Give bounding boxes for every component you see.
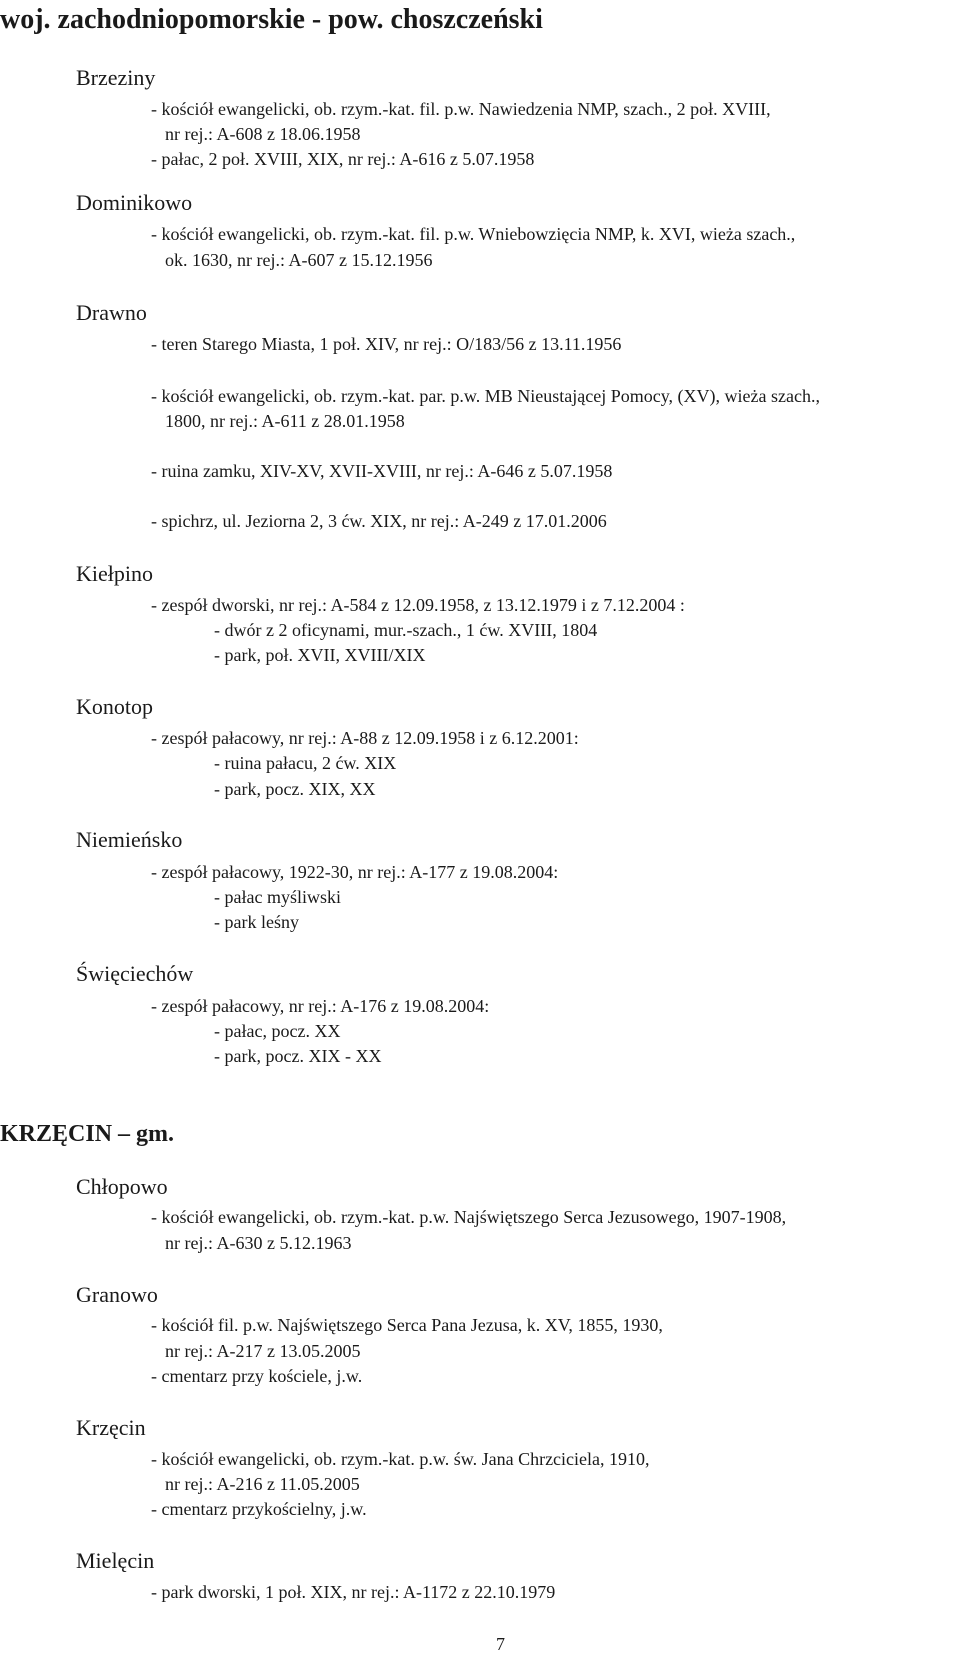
entry-line: nr rej.: A-216 z 11.05.2005 bbox=[165, 1474, 360, 1494]
entry-line: - kościół ewangelicki, ob. rzym.-kat. par. p.w. MB Nieustającej Pomocy, (XV), wieża szach., bbox=[151, 386, 820, 406]
entry-line: nr rej.: A-217 z 13.05.2005 bbox=[165, 1341, 361, 1361]
entry-line: nr rej.: A-608 z 18.06.1958 bbox=[165, 124, 361, 144]
entry-line: - cmentarz przykościelny, j.w. bbox=[151, 1499, 367, 1519]
entry-line: - pałac, 2 poł. XVIII, XIX, nr rej.: A-616 z 5.07.1958 bbox=[151, 149, 535, 169]
locality-kielpino: Kiełpino bbox=[76, 561, 153, 586]
entry-line: - pałac, pocz. XX bbox=[214, 1021, 341, 1041]
entry-line: - teren Starego Miasta, 1 poł. XIV, nr rej.: O/183/56 z 13.11.1956 bbox=[151, 334, 622, 354]
entry-line: - ruina zamku, XIV-XV, XVII-XVIII, nr rej.: A-646 z 5.07.1958 bbox=[151, 461, 613, 481]
locality-granowo: Granowo bbox=[76, 1282, 158, 1307]
locality-krzecin: Krzęcin bbox=[76, 1415, 146, 1440]
entry-line: - kościół fil. p.w. Najświętszego Serca Pana Jezusa, k. XV, 1855, 1930, bbox=[151, 1315, 663, 1335]
entry-line: - kościół ewangelicki, ob. rzym.-kat. fil. p.w. Wniebowzięcia NMP, k. XVI, wieża szach., bbox=[151, 224, 796, 244]
entry-line: nr rej.: A-630 z 5.12.1963 bbox=[165, 1233, 352, 1253]
entry-line: 1800, nr rej.: A-611 z 28.01.1958 bbox=[165, 411, 405, 431]
entry-line: - ruina pałacu, 2 ćw. XIX bbox=[214, 753, 397, 773]
entry-line: ok. 1630, nr rej.: A-607 z 15.12.1956 bbox=[165, 250, 433, 270]
entry-line: - kościół ewangelicki, ob. rzym.-kat. fil. p.w. Nawiedzenia NMP, szach., 2 poł. XVIII, bbox=[151, 99, 771, 119]
entry-line: - park, pocz. XIX, XX bbox=[214, 779, 376, 799]
entry-line: - cmentarz przy kościele, j.w. bbox=[151, 1366, 363, 1386]
entry-line: - park leśny bbox=[214, 912, 299, 932]
entry-line: - park dworski, 1 poł. XIX, nr rej.: A-1172 z 22.10.1979 bbox=[151, 1582, 556, 1602]
entry-line: - zespół pałacowy, 1922-30, nr rej.: A-177 z 19.08.2004: bbox=[151, 862, 559, 882]
entry-line: - zespół pałacowy, nr rej.: A-88 z 12.09.1958 i z 6.12.2001: bbox=[151, 728, 579, 748]
entry-line: - zespół pałacowy, nr rej.: A-176 z 19.08.2004: bbox=[151, 996, 490, 1016]
entry-line: - zespół dworski, nr rej.: A-584 z 12.09.1958, z 13.12.1979 i z 7.12.2004 : bbox=[151, 595, 685, 615]
locality-mielecin: Mielęcin bbox=[76, 1548, 155, 1573]
locality-drawno: Drawno bbox=[76, 300, 147, 325]
locality-konotop: Konotop bbox=[76, 694, 153, 719]
locality-dominikowo: Dominikowo bbox=[76, 190, 193, 215]
locality-niemiensko: Niemieńsko bbox=[76, 827, 183, 852]
entry-line: - pałac myśliwski bbox=[214, 887, 341, 907]
locality-swieciechow: Święciechów bbox=[76, 961, 194, 986]
entry-line: - park, poł. XVII, XVIII/XIX bbox=[214, 645, 426, 665]
entry-line: - park, pocz. XIX - XX bbox=[214, 1046, 382, 1066]
entry-line: - dwór z 2 oficynami, mur.-szach., 1 ćw. XVIII, 1804 bbox=[214, 620, 598, 640]
page-number: 7 bbox=[496, 1634, 505, 1654]
gmina-heading: KRZĘCIN – gm. bbox=[0, 1121, 175, 1147]
entry-line: - spichrz, ul. Jeziorna 2, 3 ćw. XIX, nr rej.: A-249 z 17.01.2006 bbox=[151, 511, 607, 531]
page-header: woj. zachodniopomorskie - pow. choszczeński bbox=[0, 4, 543, 35]
locality-chlopowo: Chłopowo bbox=[76, 1174, 168, 1199]
entry-line: - kościół ewangelicki, ob. rzym.-kat. p.w. św. Jana Chrzciciela, 1910, bbox=[151, 1449, 650, 1469]
locality-brzeziny: Brzeziny bbox=[76, 65, 156, 90]
entry-line: - kościół ewangelicki, ob. rzym.-kat. p.w. Najświętszego Serca Jezusowego, 1907-1908, bbox=[151, 1207, 787, 1227]
